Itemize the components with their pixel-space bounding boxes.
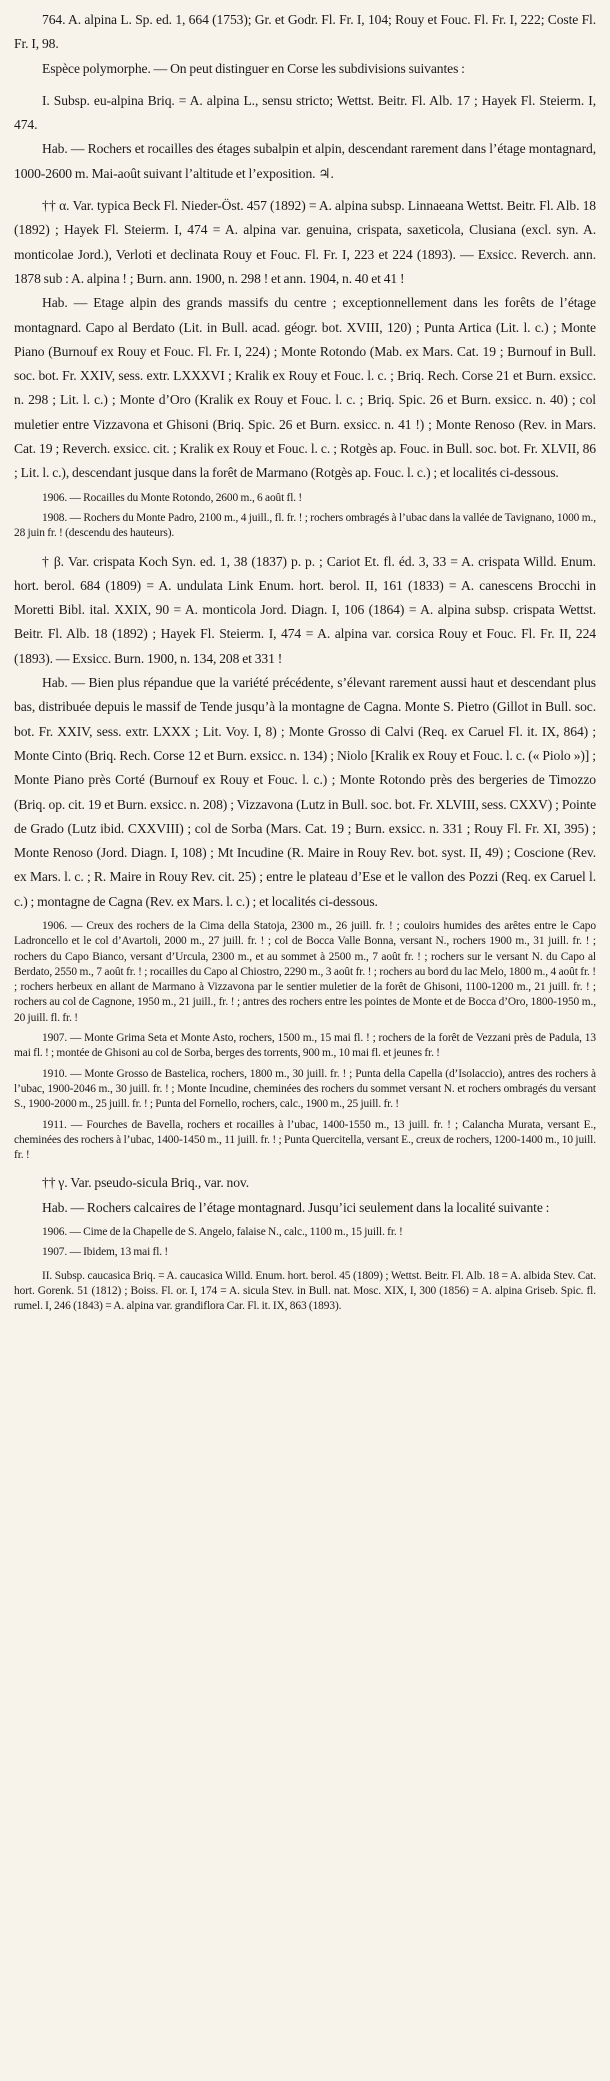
collection-record: 1906. — Rocailles du Monte Rotondo, 2600 m., 6 août fl. ! (42, 491, 303, 504)
variety-heading: † β. Var. crispata Koch Syn. ed. 1, 38 (1837) p. p. ; Cariot Et. fl. éd. 3, 33 = A. crispata Willd. Enum. hort. berol. 684 (1809) = A. undulata Link Enum. hort. berol. II, 161 (1833) = A. canescens Brocchi in Moretti Bibl. ital. XXIX, 90 = A. monticola Jord. Diagn. I, 106 (1864) = A. alpina subsp. crispata Wettst. Beitr. Fl. Alb. 18 (1892) ; Hayek Fl. Steierm. I, 474 = A. alpina var. corsica Rouy et Fouc. Fl. Fr. II, 224 (1893). — Exsicc. Burn. 1900, n. 134, 208 et 331 ! (14, 553, 596, 666)
species-note: Espèce polymorphe. — On peut distinguer en Corse les subdivisions suivantes : (42, 60, 465, 76)
collection-record: 1906. — Cime de la Chapelle de S. Angelo, falaise N., calc., 1100 m., 15 juill. fr. ! (42, 1226, 403, 1239)
habitat-paragraph: Hab. — Rochers calcaires de l’étage montagnard. Jusqu’ici seulement dans la localité suivante : (42, 1199, 550, 1215)
habitat-paragraph: Hab. — Etage alpin des grands massifs du centre ; exceptionnellement dans les forêts de l’étage montagnard. Capo al Berdato (Lit. in Bull. acad. géogr. bot. XVIII, 120) ; Punta Artica (Lit. l. c.) ; Monte Piano (Burnouf ex Rouy et Fouc. Fl. Fr. I, 224) ; Monte Rotondo (Mab. ex Mars. Cat. 19 ; Burnouf in Bull. soc. bot. Fr. XXIV, sess. extr. LXXXVI ; Kralik ex Rouy et Fouc. l. c. ; Briq. Rech. Corse 21 et Burn. exsicc. n. 298 ; Lit. l. c.) ; Monte d’Oro (Kralik ex Rouy et Fouc. l. c. ; Briq. Spic. 26 et Burn. exsicc. n. 40) ; col muletier entre Vizzavona et Ghisoni (Briq. Spic. 26 et Burn. exsicc. n. 41 !) ; Monte Renoso (Rev. in Mars. Cat. 19 ; Reverch. exsicc. cit. ; Kralik ex Rouy et Fouc. l. c. ; Rotgès ap. Fouc. in Bull. soc. bot. Fr. XLVII, 86 ; Lit. l. c.), descendant jusque dans la forêt de Marmano (Rotgès ap. Fouc. l. c.) ; et localités ci-dessous. (14, 295, 596, 481)
habitat-paragraph: Hab. — Bien plus répandue que la variété précédente, s’élevant rarement aussi haut et descendant plus bas, distribuée depuis le massif de Tende jusqu’à la montagne de Cagna. Monte S. Pietro (Gillot in Bull. soc. bot. Fr. XXIV, sess. extr. LXXX ; Lit. Voy. I, 8) ; Monte Grosso di Calvi (Req. ex Caruel Fl. it. IX, 864) ; Monte Cinto (Briq. Rech. Corse 12 et Burn. exsicc. n. 134) ; Niolo [Kralik ex Rouy et Fouc. l. c. (« Piolo »)] ; Monte Piano près Corté (Burnouf ex Rouy et Fouc. l. c.) ; Monte Rotondo près des bergeries de Timozzo (Briq. op. cit. 19 et Burn. exsicc. n. 208) ; Vizzavona (Lutz in Bull. soc. bot. Fr. XLVIII, sess. CXXV) ; Pointe de Grado (Lutz ibid. CXXVIII) ; col de Sorba (Mars. Cat. 19 ; Burn. exsicc. n. 331 ; Rouy Fl. Fr. XI, 395) ; Monte Renoso (Jord. Diagn. I, 108) ; Mt Incudine (R. Maire in Rouy Rev. bot. syst. II, 49) ; Coscione (Rev. ex Mars. l. c. ; R. Maire in Rouy Rev. cit. 25) ; entre le plateau d’Ese et le vallon des Pozzi (Req. ex Caruel l. c.) ; montagne de Cagna (Rev. ex Mars. l. c.) ; et localités ci-dessous. (14, 675, 596, 909)
collection-record: 1908. — Rochers du Monte Padro, 2100 m., 4 juill., fl. fr. ! ; rochers ombragés à l’ubac dans la vallée de Tavignano, 1000 m., 28 juin fr. ! (descendu des hauteurs). (14, 511, 596, 540)
variety-heading: †† α. Var. typica Beck Fl. Nieder-Öst. 457 (1892) = A. alpina subsp. Linnaeana Wettst. Beitr. Fl. Alb. 18 (1892) ; Hayek Fl. Steierm. I, 474 = A. alpina var. genuina, crispata, saxeticola, Clusiana (excl. syn. A. monticolae Jord.), Verloti et declinata Rouy et Fouc. Fl. Fr. I, 223 et 224 (1893). — Exsicc. Reverch. ann. 1878 sub : A. alpina ! ; Burn. ann. 1900, n. 298 ! et ann. 1904, n. 40 et 41 ! (14, 198, 596, 286)
species-heading: 764. A. alpina L. Sp. ed. 1, 664 (1753); Gr. et Godr. Fl. Fr. I, 104; Rouy et Fouc. Fl. Fr. I, 222; Coste Fl. Fr. I, 98. (14, 12, 596, 52)
subspecies-heading: I. Subsp. eu-alpina Briq. = A. alpina L., sensu stricto; Wettst. Beitr. Fl. Alb. 17 ; Hayek Fl. Steierm. I, 474. (14, 92, 596, 133)
collection-record: 1907. — Monte Grima Seta et Monte Asto, rochers, 1500 m., 15 mai fl. ! ; rochers de la forêt de Vezzani près de Padula, 13 mai fl. ! ; montée de Ghisoni au col de Sorba, berges des torrents, 900 m., 10 mai fl. et jeunes fr. ! (14, 1032, 596, 1060)
habitat-paragraph: Hab. — Rochers et rocailles des étages subalpin et alpin, descendant rarement dans l’étage montagnard, 1000-2600 m. Mai-août suivant l’altitude et l’exposition. ♃. (14, 141, 596, 181)
subspecies-heading: II. Subsp. caucasica Briq. = A. caucasica Willd. Enum. hort. berol. 45 (1809) ; Wettst. Beitr. Fl. Alb. 18 = A. albida Stev. Cat. hort. Gorenk. 51 (1812) ; Boiss. Fl. or. I, 174 = A. sicula Stev. in Bull. nat. Mosc. XIX, I, 300 (1856) = A. alpina Griseb. Spic. fl. rumel. I, 246 (1843) = A. alpina var. grandiflora Car. Fl. it. IX, 863 (1893). (14, 1269, 596, 1313)
collection-record: 1906. — Creux des rochers de la Cima della Statoja, 2300 m., 26 juill. fr. ! ; couloirs humides des arêtes entre le Capo Ladroncello et le col d’Avartoli, 2000 m., 27 juill. fr. ! ; col de Bocca Valle Bonna, versant N., rochers 1900 m., 31 juill. fr. ! ; rochers du Capo Bianco, versant d’Urcula, 2300 m., et au sommet à 2500 m., 7 août fr. ! ; rochers sur le versant N. du Capo al Berdato, 2550 m., 7 août fr. ! ; rocailles du Capo al Chiostro, 2290 m., 3 août fr. ! ; rochers au bord du lac Melo, 1800 m., 4 août fr. ! ; rochers herbeux en allant de Marmano à Vizzavona par le sentier muletier de la forêt de Ghisoni, 1100-1200 m., 21 juill. fr. ! ; rochers au col de Cagnone, 1950 m., 21 juill., fr. ! ; antres des rochers entre les pointes de Monte et de Bocca d’Oro, 1800-1950 m., 20 juill. fl. fr. ! (14, 919, 596, 1024)
collection-record: 1911. — Fourches de Bavella, rochers et rocailles à l’ubac, 1400-1550 m., 13 juill. fr. ! ; Calancha Murata, versant E., cheminées des rochers à l’ubac, 1400-1450 m., 11 juill. fr. ! ; Punta Quercitella, versant E., creux de rochers, 1200-1400 m., 10 juill. fr. ! (14, 1118, 596, 1162)
collection-record: 1910. — Monte Grosso de Bastelica, rochers, 1800 m., 30 juill. fr. ! ; Punta della Capella (d’Isolaccio), antres des rochers à l’ubac, 1900-2046 m., 30 juill. fr. ! ; Monte Incudine, cheminées des rochers du sommet versant N. et rochers ombragés du versant S., 1900-2000 m., 25 juill. fr. ! ; Punta del Fornello, rochers, calc., 1900 m., 25 juill. fr. ! (14, 1067, 596, 1111)
collection-record: 1907. — Ibidem, 13 mai fl. ! (42, 1246, 169, 1259)
variety-heading: †† γ. Var. pseudo-sicula Briq., var. nov. (42, 1175, 250, 1191)
